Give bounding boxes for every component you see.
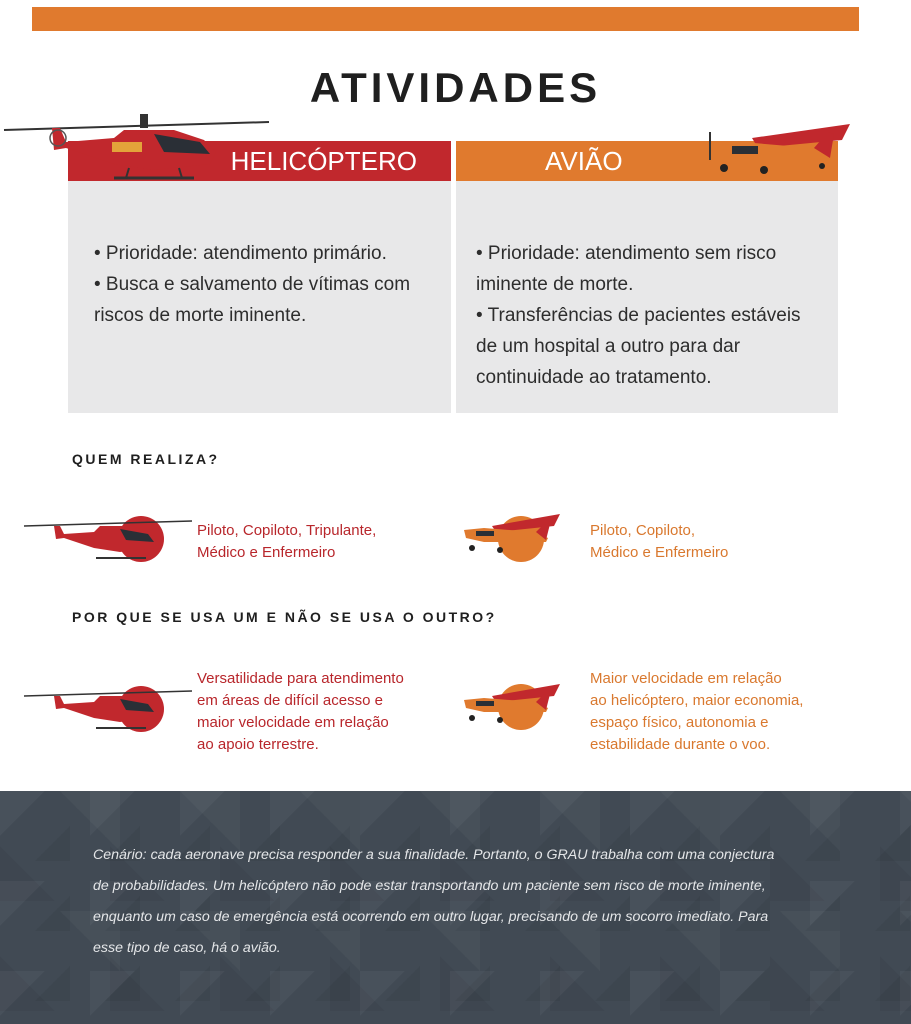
reason-line: estabilidade durante o voo. [590, 736, 771, 753]
footer-line: esse tipo de caso, há o avião. [93, 940, 281, 956]
crew-line: Médico e Enfermeiro [197, 544, 336, 561]
footer-line: de probabilidades. Um helicóptero não pode estar transportando um paciente sem risco de morte iminente, [93, 878, 766, 894]
airplane-line: iminente de morte. [476, 274, 634, 295]
crew-line: Piloto, Copiloto, Tripulante, [197, 522, 377, 539]
airplane-icon [456, 682, 562, 730]
helicopter-icon [4, 108, 274, 190]
section-heading-why: POR QUE SE USA UM E NÃO SE USA O OUTRO? [72, 609, 497, 625]
airplane-line: de um hospital a outro para dar [476, 336, 741, 357]
footer-line: enquanto um caso de emergência está ocorrendo em outro lugar, precisando de um socorro imediato. Para [93, 909, 769, 925]
helicopter-card-header: HELICÓPTERO [68, 141, 451, 181]
section-heading-who: QUEM REALIZA? [72, 451, 220, 467]
helicopter-activities [94, 238, 434, 331]
page-title: ATIVIDADES [309, 64, 602, 111]
reason-line: espaço físico, autonomia e [590, 714, 769, 731]
airplane-line: • Prioridade: atendimento sem risco [476, 243, 777, 264]
airplane-icon [456, 512, 562, 560]
crew-line: Médico e Enfermeiro [590, 544, 729, 561]
airplane-card-header: AVIÃO [456, 141, 838, 181]
reason-line: ao helicóptero, maior economia, [590, 692, 804, 709]
reason-line: maior velocidade em relação [197, 714, 389, 731]
airplane-crew [590, 520, 728, 564]
top-accent-bar [32, 7, 859, 31]
reason-line: Maior velocidade em relação [590, 670, 782, 687]
airplane-icon [702, 118, 854, 182]
footer-scenario-text [93, 840, 878, 964]
helicopter-line: • Prioridade: atendimento primário. [94, 243, 387, 264]
reason-line: em áreas de difícil acesso e [197, 692, 383, 709]
helicopter-reason [197, 668, 404, 756]
helicopter-line: riscos de morte iminente. [94, 305, 307, 326]
airplane-line: • Transferências de pacientes estáveis [476, 305, 801, 326]
airplane-activities [476, 238, 821, 393]
airplane-line: continuidade ao tratamento. [476, 367, 712, 388]
reason-line: ao apoio terrestre. [197, 736, 319, 753]
footer-line: Cenário: cada aeronave precisa responder a sua finalidade. Portanto, o GRAU trabalha com uma conjectura [93, 847, 775, 863]
airplane-reason [590, 668, 803, 756]
crew-line: Piloto, Copiloto, [590, 522, 696, 539]
helicopter-icon [24, 512, 194, 564]
helicopter-icon [24, 682, 194, 734]
helicopter-crew [197, 520, 376, 564]
helicopter-line: • Busca e salvamento de vítimas com [94, 274, 411, 295]
reason-line: Versatilidade para atendimento [197, 670, 404, 687]
